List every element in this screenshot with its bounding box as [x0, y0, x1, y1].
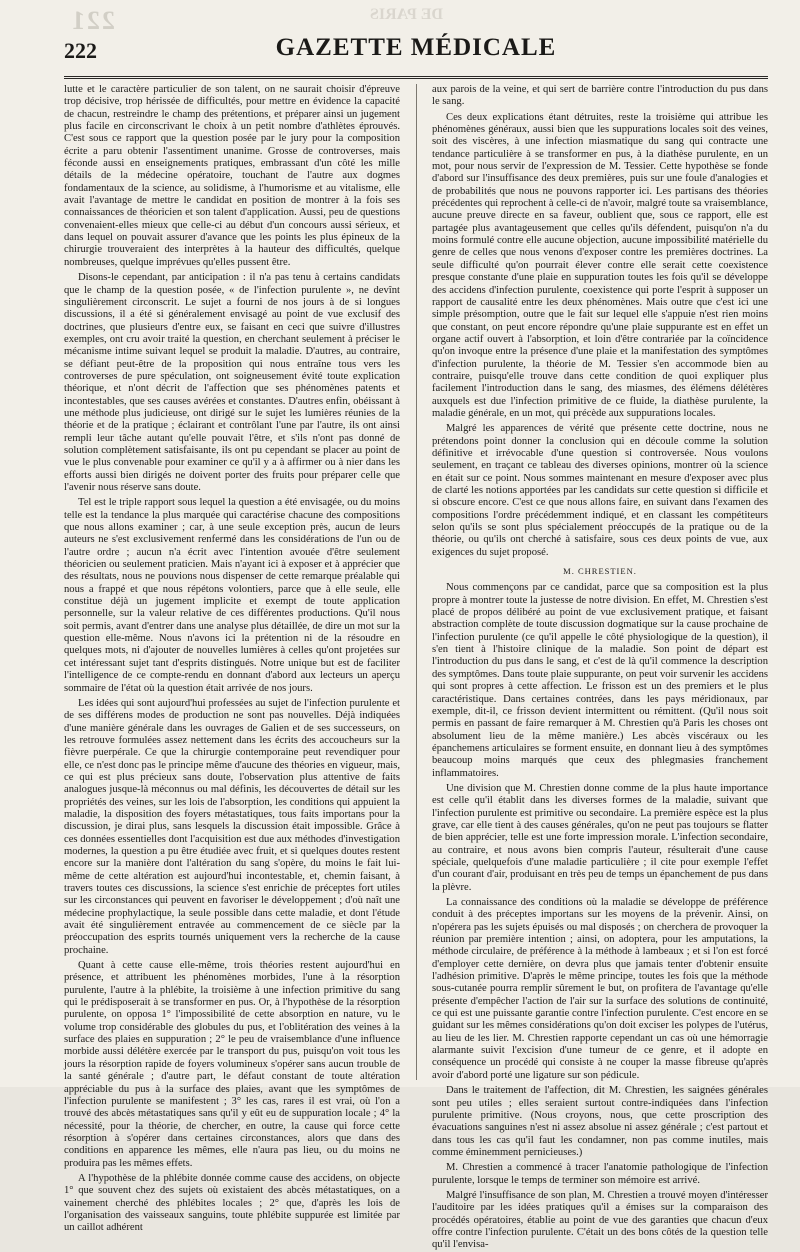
paragraph: Les idées qui sont aujourd'hui professées au sujet de l'infection purulente et de ses différens modes de production ne sont pas nouvelles. Déjà indiquées d'une manière générale dans les ouvrages de Galien et de ses successeurs, on les retrouve formulées assez nettement dans les écrits des accoucheurs sur la fièvre puerpérale. Ce que la chirurgie contemporaine peut revendiquer pour elle, ce n'est donc pas le principe même d'aucune des théories en vigueur, mais, ce qui est plus précieux sans doute, l'observation plus attentive de faits analogues jusque-là méconnus ou mal définis, les découvertes de détail sur les propriétés des veines, sur les lois de l'absorption, les conditions qui appuient la maladie, la disposition des foyers métastatiques, tous faits importans pour la discussion, je dirai plus, sans lesquels la discussion était impossible. Grâce à ces données essentielles dont l'acquisition est due aux méthodes d'investigation modernes, la question a pu être étudiée avec fruit, et si quelques doutes restent encore sur la manière dont l'altération du sang s'opère, du moins le fait lui-même de cette altération est aujourd'hui incontestable, et, chemin faisant, à travers toutes ces discussions, la science s'est enrichie de préceptes fort utiles sur les circonstances qui peuvent en favoriser le développement ; d'où naît une médecine prophylactique, la seule possible dans cette maladie, et dont l'étude avait été singulièrement entravée au commencement de ce siècle par la préoccupation des esprits tournés uniquement vers la recherche de la cause prochaine.: [64, 697, 400, 956]
paragraph: Malgré les apparences de vérité que présente cette doctrine, nous ne prétendons point donner la conclusion qui en découle comme la solution définitive et irrévocable d'une question si controversée. Nous voulons seulement, en traçant ce tableau des diverses opinions, montrer où la science en était sur ce point. Nous sommes maintenant en mesure d'exposer avec plus de clarté les notions apportées par les candidats sur cette question si difficile et si obscure encore. C'est ce que nous allons faire, en suivant dans l'examen des compositions l'ordre précédemment indiqué, et en classant les compétiteurs selon qu'ils se sont plus spécialement préoccupés de la pratique ou de la théorie, ou qu'ils ont cherché à satisfaire, sous ces deux points de vue, aux exigences du sujet proposé.: [432, 423, 768, 558]
page-title: GAZETTE MÉDICALE: [275, 34, 557, 61]
paragraph: aux parois de la veine, et qui sert de barrière contre l'introduction du pus dans le sang.: [432, 84, 768, 108]
paragraph: Tel est le triple rapport sous lequel la question a été envisagée, ou du moins telle est la tendance la plus marquée qui caractérise chacune des compositions que nous allons examiner ; car, à une seule exception près, aucun de leurs auteurs ne s'est exclusivement renfermé dans les considérations de l'un ou de l'autre ordre ; aucun n'a écrit avec l'intention avouée d'être seulement théoricien ou seulement praticien. Mais n'ayant ici à exposer et à apprécier que des résultats, nous ne pouvions nous dispenser de cette remarque préalable qui nous a frappé et que nous répétons volontiers, parce que à elle seule, elle constitue déjà un jugement implicite et exempt de toute application personnelle, sur la valeur relative de ces différentes productions. Qu'il nous soit permis, avant d'entrer dans une analyse plus détaillée, de dire un mot sur la question elle-même. Nous n'avons ici la prétention ni de la résoudre en quelques mots, ni d'ajouter de nouvelles lumières à celles qu'ont projetées sur cet intéressant sujet tant d'esprits distingués. Notre unique but est de faciliter l'intelligence de ce compte-rendu en donnant d'abord aux lecteurs un aperçu sommaire de l'état où la question était arrivée de nos jours.: [64, 497, 400, 694]
bleed-through-page-number: 221: [70, 6, 115, 35]
header-rule: [64, 76, 768, 79]
bleed-through-header: DE PARIS: [370, 6, 444, 23]
paragraph: La connaissance des conditions où la maladie se développe de préférence conduit à des préceptes importans sur les moyens de la prévenir. Ainsi, on n'opérera pas les sujets épuisés ou mal disposés ; on cherchera de provoquer la réunion par première intention ; ainsi, on adoptera, pour les amputations, la méthode circulaire, de préférence à la méthode à lambeaux ; et si l'on est forcé d'employer cette dernière, on devra plus que jamais tenter d'obtenir ensuite l'adhésion primitive. D'après le même principe, toutes les fois que la méthode sous-cutanée pourra remplir sûrement le but, on profitera de l'avantage qu'elle présente d'empêcher l'action de l'air sur la surface des solutions de continuité, ce qui est une puissante garantie contre l'infection purulente. C'est encore en se guidant sur les mêmes considérations qu'on doit exciser les polypes de l'utérus, au lieu de les lier. M. Chrestien rapporte cependant un cas où une hémorragie alarmante suivit l'excision d'une tumeur de ce genre, et il adopte en conséquence un procédé qui consiste à ne couper la masse fibreuse qu'après avoir d'abord porté une ligature sur son pédicule.: [432, 897, 768, 1081]
section-heading: M. CHRESTIEN.: [563, 566, 637, 577]
paragraph: A l'hypothèse de la phlébite donnée comme cause des accidens, on objecte 1° que souvent chez des sujets où existaient des abcès métastatiques, on a vainement cherché des phlébites locales ; 2° que, d'après les lois de l'organisation des vaisseaux sanguins, toute phlébite suppurée est limitée par un caillot adhérent: [64, 1172, 400, 1234]
paragraph: Nous commençons par ce candidat, parce que sa composition est la plus propre à montrer toute la justesse de notre division. En effet, M. Chrestien s'est placé de propos délibéré au point de vue exclusivement pratique, et faisant abstraction complète de toute discussion dogmatique sur la cause prochaine de l'infection purulente (ce qu'il appelle le côté physiologique de la question), il s'en tient à l'histoire clinique de la maladie. Son point de départ est l'introduction du pus dans le sang, et c'est de là qu'il commence la description des symptômes. Dans toute plaie suppurante, on peut voir survenir les accidens qui sont propres à cette affection. Le frisson est un des premiers et le plus caractéristique. Dans certaines contrées, dans les pays méridionaux, par exemple, dit-il, ce frisson devient intermittent ou rémittent. (Qu'il nous soit permis en passant de faire remarquer à M. Chrestien qu'à Paris les choses ont absolument lieu de la même manière.) Les abcès viscéraux ou les épanchemens articulaires se forment ensuite, en donnant lieu à des symptômes beaucoup moins marqués que ceux des phlegmasies franchement inflammatoires.: [432, 582, 768, 779]
column-divider: [416, 84, 417, 1080]
paragraph: Quant à cette cause elle-même, trois théories restent aujourd'hui en présence, et attribuent les phénomènes morbides, l'une à la résorption purulente, l'autre à la phlébite, la troisième à une infection primitive du sang qui le prédisposerait à se transformer en pus. Or, à l'hypothèse de la résorption purulente, on opposa 1° l'impossibilité de cette absorption en nature, vu le volume trop considérable des globules du pus, et l'oblitération des veines à la surface des plaies en suppuration ; 2° le peu de vraisemblance d'une influence morbide aussi délétère exercée par le transport du pus, puisqu'on voit tous les jours la résorption rapide de foyers volumineux s'opérer sans aucun trouble de la santé générale ; d'autre part, le défaut constant de toute altération appréciable du pus à la surface des plaies, avant que les symptômes de l'infection purulente se manifestent ; 3° les cas, rares il est vrai, où l'on a trouvé des abcès métastatiques sans qu'il y eût eu de suppuration locale ; 4° la nécessité, pour la théorie, de chercher, en outre, la cause qui force cette résorption à s'opérer dans certaines circonstances, alors que dans des conditions en apparence les mêmes, elle n'aura pas lieu, ou du moins ne produira pas les mêmes effets.: [64, 960, 400, 1169]
page-header: [64, 34, 768, 74]
right-column: [432, 84, 768, 1251]
left-column: [64, 84, 400, 1234]
paragraph: lutte et le caractère particulier de son talent, on ne saurait choisir d'épreuve trop décisive, trop hérissée de difficultés, pour mettre en évidence la capacité de chacun, restreindre le champ des prétentions, et préparer ainsi un jugement plus facile en circonscrivant le choix à un petit nombre d'athlètes éprouvés. C'est sous ce rapport que la question posée par le jury pour la composition écrite a paru obtenir l'assentiment unanime. Grosse de controverses, mais féconde aussi en enseignements pratiques, embrassant d'un côté les mille détails de la médecine opératoire, touchant de l'autre aux dogmes fondamentaux de la science, au solidisme, à l'humorisme et au vitalisme, elle avait l'avantage de mettre le candidat en position de montrer à la fois ses connaissances de théoricien et son talent d'application. Aussi, peu de questions convenaient-elles mieux que celle-ci au début d'un concours aussi sérieux, et dans lequel on pouvait assurer d'avance que les points les plus épineux de la chirurgie trouveraient des interprètes à la hauteur des difficultés, quelque nombreuses, quelque imprévues qu'elles pussent être.: [64, 84, 400, 268]
paragraph: Une division que M. Chrestien donne comme de la plus haute importance est celle qu'il établit dans les diverses formes de la maladie, suivant que l'infection purulente est primitive ou secondaire. La première espèce est la plus grave, car elle tient à des causes générales, qu'on ne peut pas toujours se flatter de bien apprécier, telle est une forte impression morale. L'infection secondaire, au contraire, et nous avons bien compris l'auteur, résulterait d'une cause spéciale, quelquefois d'une maladie particulière ; il cite pour exemple l'effet d'un courant d'air, produisant en très peu de temps un épanchement de pus dans la plèvre.: [432, 782, 768, 893]
paragraph: Dans le traitement de l'affection, dit M. Chrestien, les saignées générales sont peu utiles ; elles seraient surtout contre-indiquées dans l'infection purulente primitive. (Nous croyons, nous, que cette proscription des évacuations sanguines n'est ni assez absolue ni assez générale ; c'est partout et dans tous les cas qu'il faut les condamner, non pas comme inutiles, mais comme éminemment pernicieuses.): [432, 1085, 768, 1158]
paragraph: M. Chrestien a commencé à tracer l'anatomie pathologique de l'infection purulente, lorsque le temps de terminer son mémoire est arrivé.: [432, 1162, 768, 1186]
page-number: 222: [64, 38, 97, 63]
paragraph: Disons-le cependant, par anticipation : il n'a pas tenu à certains candidats que le champ de la question posée, « de l'infection purulente », ne devînt singulièrement circonscrit. Le sujet a fourni de nos jours à de si longues discussions, il a été si généralement envisagé au point de vue exclusif des doctrines, que plusieurs d'entre eux, se faisant en ceci que suivre d'illustres exemples, ont cru avoir traité la question, en cherchant seulement à préciser le mécanisme intime suivant lequel se produit la maladie. D'autres, au contraire, se défiant peut-être de la proposition qui nous entraîne tous vers les controverses de pure spéculation, ont soigneusement évité toute explication théorique, et n'ont décrit de l'affection que ses phénomènes patents et incontestables, que ses causes avérées et constantes. D'autres enfin, obéissant à une méthode plus judicieuse, ont dirigé sur le sujet les lumières réunies de la théorie et de la pratique ; éclairant et contrôlant l'une par l'autre, ils ont ainsi rempli leur tâche autant qu'elle pouvait l'être, et s'ils n'ont pas donné de solution complètement satisfaisante, ils ont pu cependant se placer au point de vue le plus convenable pour examiner ce qu'il y a à affirmer ou à nier dans les efforts aussi bien dirigés ne doivent porter des fruits pour préparer celle que l'avenir nous réserve sans doute.: [64, 272, 400, 493]
paragraph: Malgré l'insuffisance de son plan, M. Chrestien a trouvé moyen d'intéresser l'auditoire par les idées pratiques qu'il a émises sur la comparaison des procédés opératoires, établie au point de vue des garanties que chacun d'eux offre contre l'infection purulente. C'était un des bons côtés de la question telle qu'il l'envisa-: [432, 1189, 768, 1251]
paragraph: Ces deux explications étant détruites, reste la troisième qui attribue les phénomènes généraux, aussi bien que les suppurations locales soit des veines, soit des viscères, à une infection miasmatique du sang qui contracte une tendance particulière à se transformer en pus, à la diathèse purulente, en un mot, pour nous servir de l'expression de M. Tessier. Cette hypothèse se fonde d'abord sur l'insuffisance des deux premières, puis sur une foule d'analogies et de probabilités que nous ne pouvons rapporter ici. Les partisans des théories précédentes qui reprochent à celle-ci de n'avoir, malgré toute sa vraisemblance, aucune preuve directe en sa faveur, oublient que, sous ce rapport, elle est partagée plus avantageusement que celles qu'ils défendent, puisqu'on n'a du moins formulé contre elle aucune objection, aucune impossibilité matérielle du genre de celles que nous venons d'exposer contre les premières doctrines. La seule difficulté qu'on pourrait élever contre elle serait cette coexistence presque constante d'une plaie en suppuration toutes les fois qu'il se développe des accidens d'infection purulente, coexistence qui porte l'esprit à supposer un rapport de causalité entre les deux phénomènes. Mais outre que c'est ici une simple présomption, outre que le fait sur lequel elle s'appuie n'est rien moins que constant, on peut encore répondre qu'une plaie suppurante est en effet un organe actif ouvert à l'absorption, et loin d'être contrariée par la coïncidence qu'on invoque entre la présence d'une plaie et la manifestation des symptômes d'infection purulente, la théorie de M. Tessier s'en accommode bien au contraire, puisqu'elle trouve dans cette condition de quoi expliquer plus facilement l'introduction dans le sang, des miasmes, des élémens délétères auxquels est due l'infection primitive de ce fluide, la diathèse purulente, la maladie générale, en un mot, qui précède aux suppurations locales.: [432, 111, 768, 419]
